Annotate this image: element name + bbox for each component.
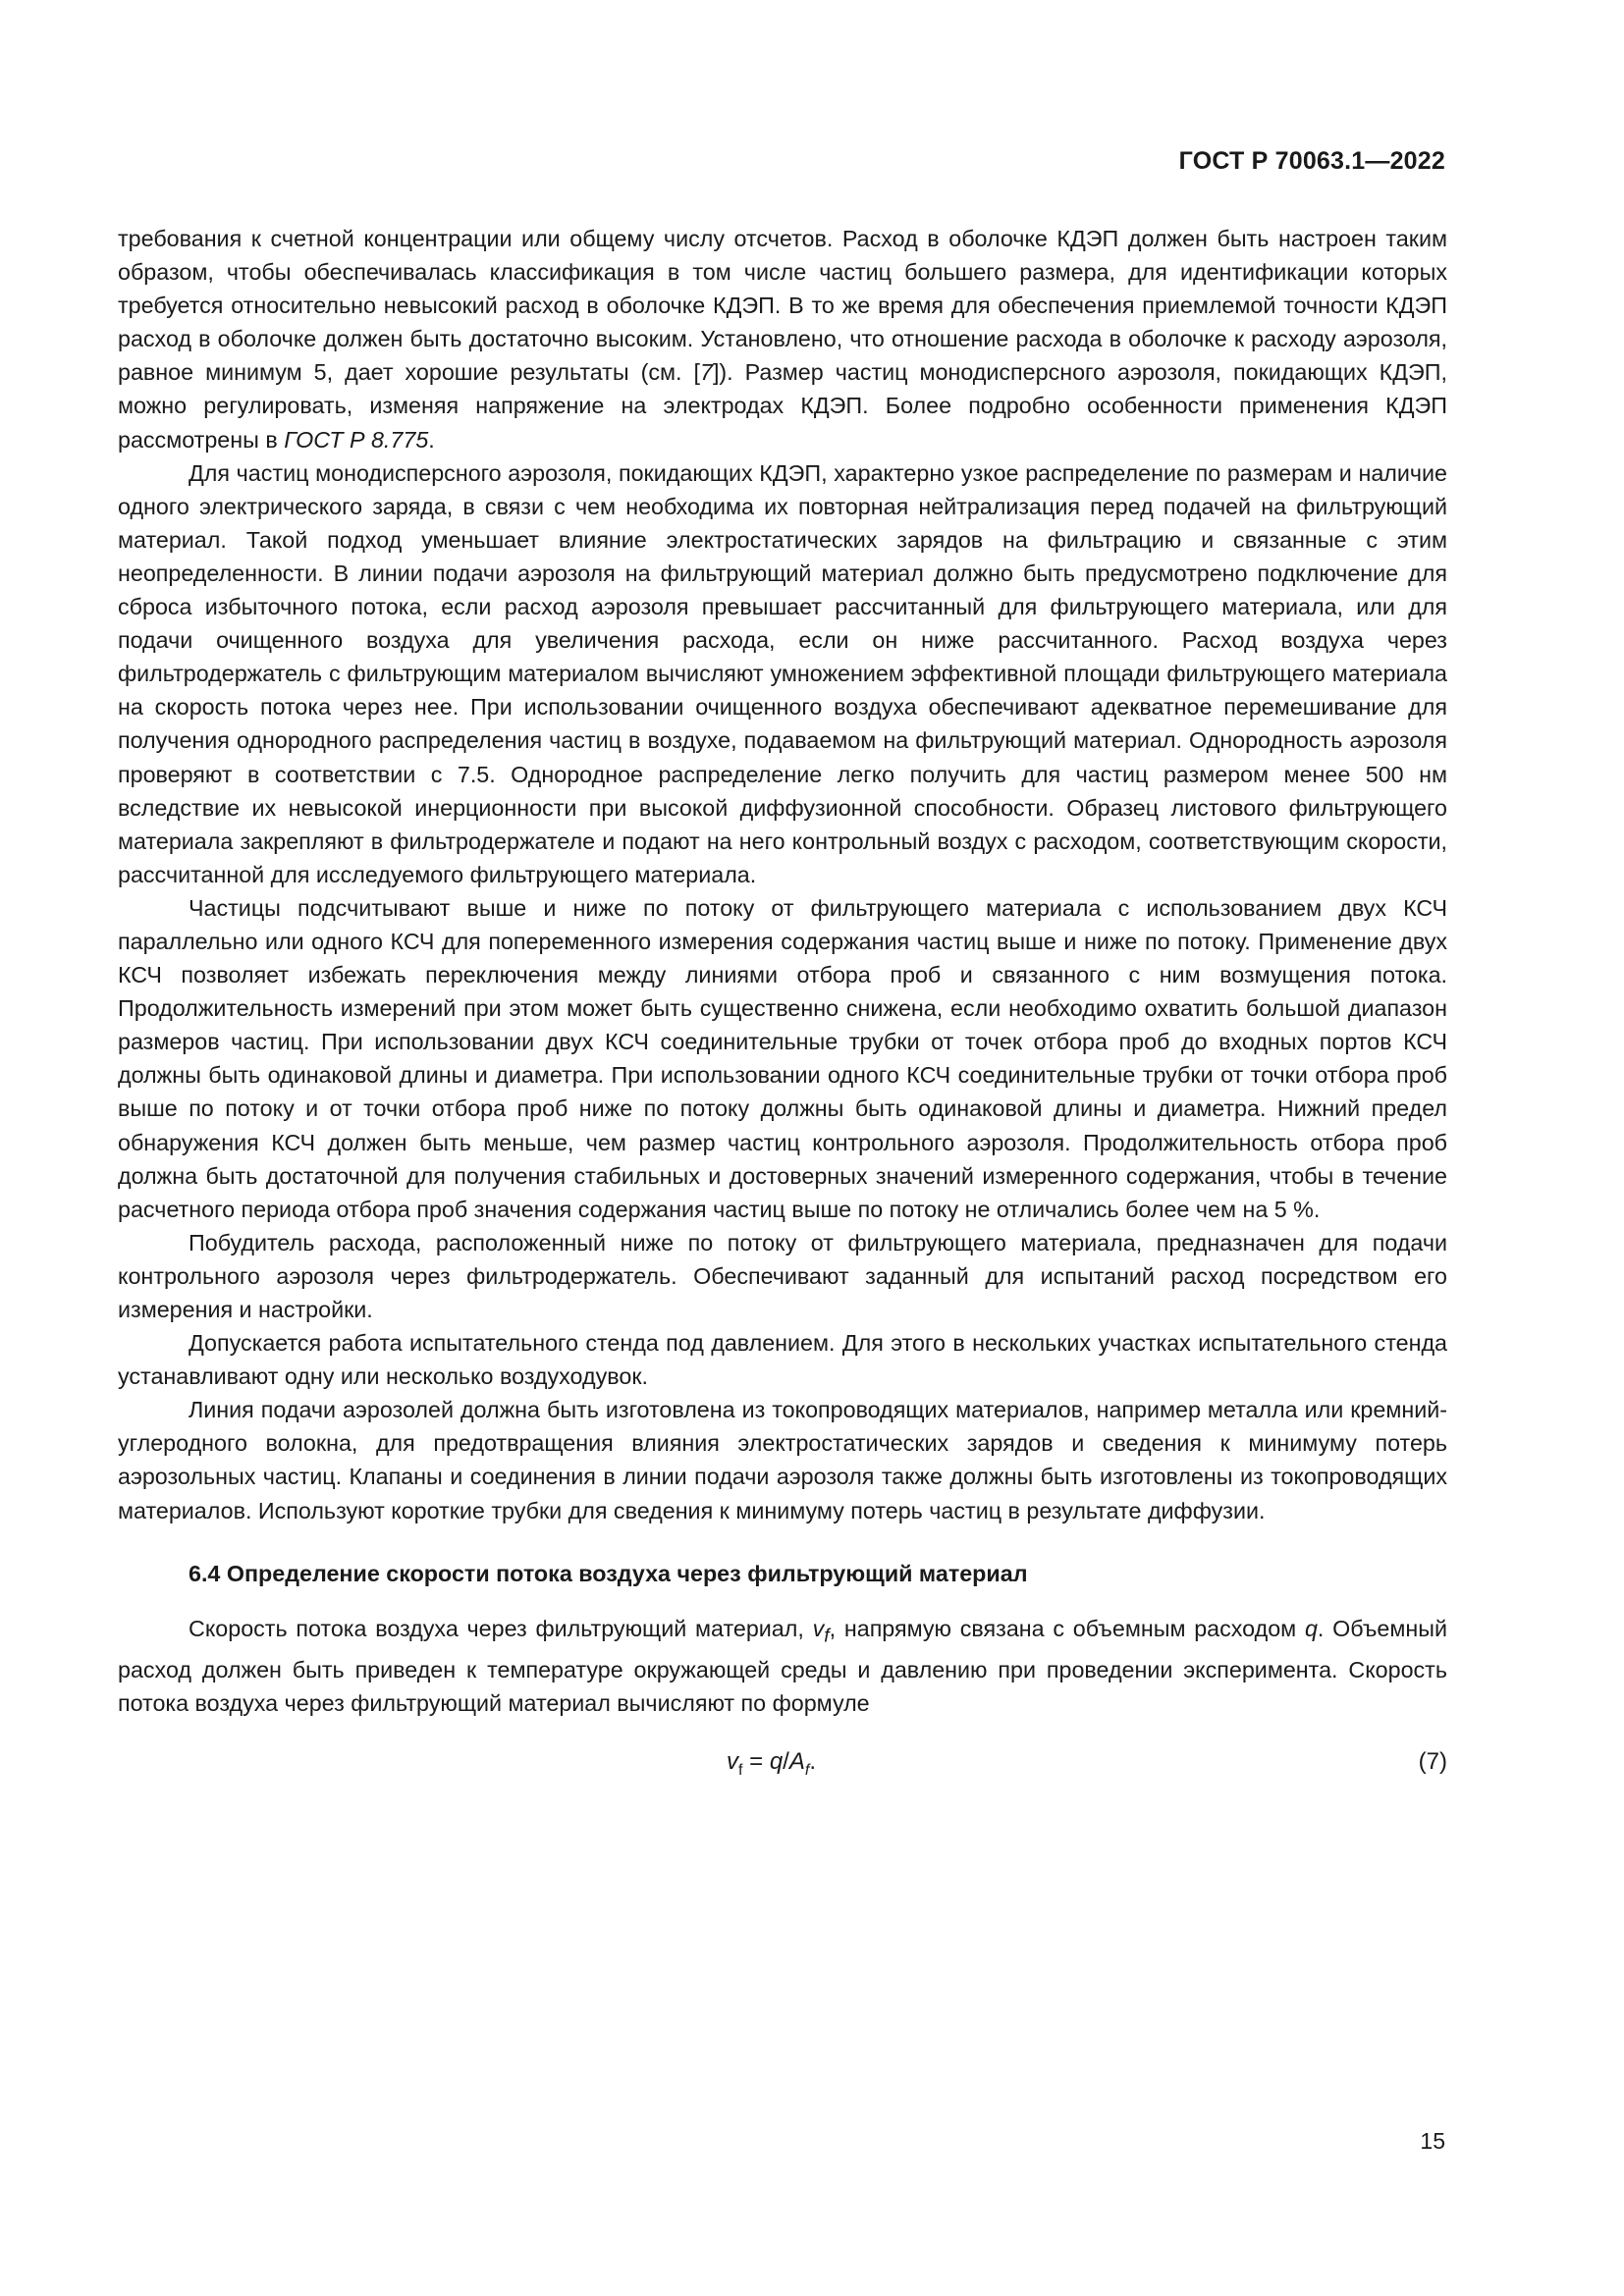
formula-row <box>118 1745 1447 1785</box>
paragraph-5: Допускается работа испытательного стенда под давлением. Для этого в нескольких участках испытательного стенда устанавливают одну или несколько воздуходувок. <box>118 1330 1447 1390</box>
section-heading: 6.4 Определение скорости потока воздуха через фильтрующий материал <box>189 1560 1028 1586</box>
paragraph-1: требования к счетной концентрации или общему числу отсчетов. Расход в оболочке КДЭП должен быть настроен таким образом, чтобы обеспечивалась классификация в том числе частиц большего размера, для идентификации которых требуется относительно невысокий расход в оболочке КДЭП. В то же время для обеспечения приемлемой точности КДЭП расход в оболочке должен быть достаточно высоким. Установлено, что отношение расхода в оболочке к расходу аэрозоля, равное минимум 5, дает хорошие результаты (см. [7]). Размер частиц монодисперсного аэрозоля, покидающих КДЭП, можно регулировать, изменяя напряжение на электродах КДЭП. Более подробно особенности применения КДЭП рассмотрены в ГОСТ Р 8.775. <box>118 226 1447 453</box>
variable-q: q <box>1304 1615 1318 1641</box>
formula: $v_f = q/A_f$. <box>727 1747 816 1779</box>
paragraph-6: Линия подачи аэрозолей должна быть изготовлена из токопроводящих материалов, например металла или кремний-углеродного волокна, для предотвращения влияния электростатических зарядов и сведения к минимуму потерь аэрозольных частиц. Клапаны и соединения в линии подачи аэрозоля также должны быть изготовлены из токопроводящих материалов. Используют короткие трубки для сведения к минимуму потерь частиц в результате диффузии. <box>118 1397 1447 1523</box>
equation-number: (7) <box>1418 1747 1447 1775</box>
paragraph-2: Для частиц монодисперсного аэрозоля, покидающих КДЭП, характерно узкое распределение по размерам и наличие одного электрического заряда, в связи с чем необходима их повторная нейтрализация перед подачей на фильтрующий материал. Такой подход уменьшает влияние электростатических зарядов на фильтрацию и связанные с этим неопределенности. В линии подачи аэрозоля на фильтрующий материал должно быть предусмотрено подключение для сброса избыточного потока, если расход аэрозоля превышает рассчитанный для фильтрующего материала, или для подачи очищенного воздуха для увеличения расхода, если он ниже рассчитанного. Расход воздуха через фильтродержатель с фильтрующим материалом вычисляют умножением эффективной площади фильтрующего материала на скорость потока через нее. При использовании очищенного воздуха обеспечивают адекватное перемешивание для получения однородного распределения частиц в воздухе, подаваемом на фильтрующий материал. Однородность аэрозоля проверяют в соответствии с 7.5. Однородное распределение легко получить для частиц размером менее 500 нм вследствие их невысокой инерционности при высокой диффузионной способности. Образец листового фильтрующего материала закрепляют в фильтродержателе и подают на него контрольный воздух с расходом, соответствующим скорости, рассчитанной для исследуемого фильтрующего материала. <box>118 459 1447 887</box>
variable-v: $v_f$ <box>812 1615 830 1647</box>
page-number: 15 <box>1420 2128 1445 2154</box>
paragraph-4: Побудитель расхода, расположенный ниже по потоку от фильтрующего материала, предназначен для подачи контрольного аэрозоля через фильтродержатель. Обеспечивают заданный для испытаний расход посредством его измерения и настройки. <box>118 1229 1447 1322</box>
paragraph-7: Скорость потока воздуха через фильтрующий материал, $v_f$, напрямую связана с объемным расходом q. Объемный расход должен быть приведен к температуре окружающей среды и давлению при проведении эксперимента. Скорость потока воздуха через фильтрующий материал вычисляют по формуле <box>118 1615 1448 1716</box>
document-body <box>118 222 1447 1785</box>
paragraph-3: Частицы подсчитывают выше и ниже по потоку от фильтрующего материала с использованием двух КСЧ параллельно или одного КСЧ для попеременного измерения содержания частиц выше и ниже по потоку. Применение двух КСЧ позволяет избежать переключения между линиями отбора проб и связанного с ним возмущения потока. Продолжительность измерений при этом может быть существенно снижена, если необходимо охватить большой диапазон размеров частиц. При использовании двух КСЧ соединительные трубки от точек отбора проб до входных портов КСЧ должны быть одинаковой длины и диаметра. При использовании одного КСЧ соединительные трубки от точки отбора проб выше по потоку и от точки отбора проб ниже по потоку должны быть одинаковой длины и диаметра. Нижний предел обнаружения КСЧ должен быть меньше, чем размер частиц контрольного аэрозоля. Продолжительность отбора проб должна быть достаточной для получения стабильных и достоверных значений измеренного содержания, чтобы в течение расчетного периода отбора проб значения содержания частиц выше по потоку не отличались более чем на 5 %. <box>118 894 1447 1222</box>
reference-link: 7 <box>699 359 713 386</box>
document-header: ГОСТ Р 70063.1—2022 <box>1178 147 1445 175</box>
standard-reference: ГОСТ Р 8.775 <box>284 426 429 453</box>
